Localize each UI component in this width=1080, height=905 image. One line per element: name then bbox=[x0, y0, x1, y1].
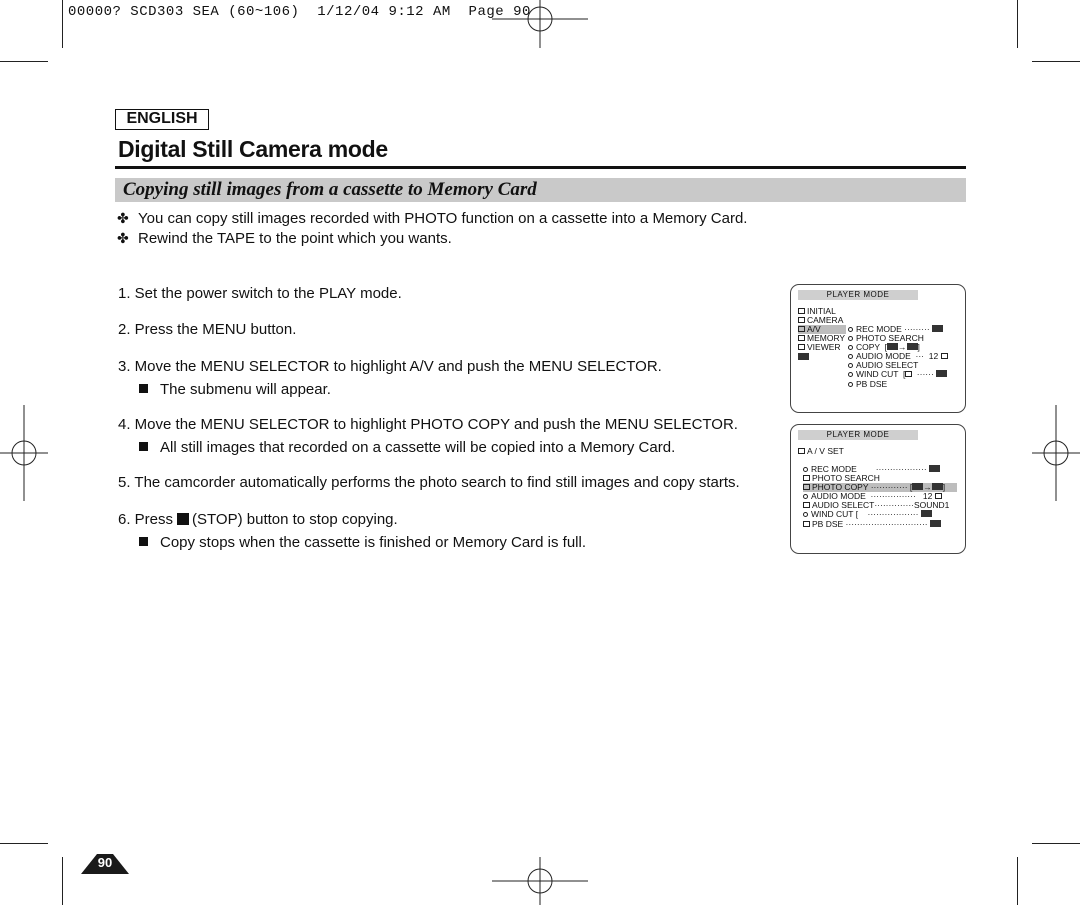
radio-icon bbox=[803, 467, 808, 472]
crop-mark bbox=[1032, 61, 1080, 62]
language-badge: ENGLISH bbox=[115, 109, 209, 130]
submenu-title: A / V SET bbox=[798, 447, 844, 456]
av-item-wind-cut: WIND CUT [ ·················· bbox=[803, 510, 932, 519]
bit-icon bbox=[935, 493, 942, 499]
cross-bullet-icon: ✤ bbox=[117, 210, 129, 226]
radio-icon bbox=[848, 363, 853, 368]
radio-icon bbox=[848, 336, 853, 341]
av-item-photo-search: PHOTO SEARCH bbox=[803, 474, 880, 483]
bullet-item: ✤ You can copy still images recorded with PHOTO function on a cassette into a Memory Card. bbox=[117, 210, 748, 227]
setting-icon bbox=[932, 325, 943, 332]
crop-mark bbox=[0, 61, 48, 62]
wind-icon bbox=[905, 371, 912, 377]
crop-mark bbox=[1017, 857, 1018, 905]
step-1: 1. Set the power switch to the PLAY mode. bbox=[118, 285, 402, 302]
square-bullet-icon bbox=[139, 442, 148, 451]
off-icon bbox=[936, 370, 947, 377]
menu-item-camera: CAMERA bbox=[798, 316, 843, 325]
step-4: 4. Move the MENU SELECTOR to highlight PHOTO COPY and push the MENU SELECTOR. bbox=[118, 416, 738, 433]
registration-mark-bottom bbox=[492, 857, 588, 905]
square-bullet-icon bbox=[139, 537, 148, 546]
memory-card-icon bbox=[932, 483, 943, 490]
submenu-audio-select: AUDIO SELECT bbox=[848, 361, 918, 370]
page-title: Digital Still Camera mode bbox=[118, 136, 388, 162]
page-number: 90 bbox=[97, 855, 113, 870]
menu-screen-main bbox=[790, 284, 966, 413]
bullet-item: ✤ Rewind the TAPE to the point which you wants. bbox=[117, 230, 452, 247]
off-icon bbox=[930, 520, 941, 527]
step-3: 3. Move the MENU SELECTOR to highlight A/V and push the MENU SELECTOR. bbox=[118, 358, 662, 375]
step-4-note: All still images that recorded on a cassette will be copied into a Memory Card. bbox=[118, 439, 768, 457]
folder-icon bbox=[803, 475, 810, 481]
print-header: 00000? SCD303 SEA (60~106) 1/12/04 9:12 AM Page 90 bbox=[68, 4, 531, 20]
section-title: Copying still images from a cassette to Memory Card bbox=[123, 179, 537, 200]
radio-icon bbox=[803, 512, 808, 517]
folder-icon bbox=[798, 308, 805, 314]
menu-header: PLAYER MODE bbox=[798, 430, 918, 440]
title-rule bbox=[115, 166, 966, 169]
av-icon bbox=[798, 448, 805, 454]
radio-icon bbox=[848, 372, 853, 377]
step-3-note: The submenu will appear. bbox=[118, 381, 768, 399]
step-6-note: Copy stops when the cassette is finished or Memory Card is full. bbox=[118, 534, 768, 552]
av-icon bbox=[798, 326, 805, 332]
step-2: 2. Press the MENU button. bbox=[118, 321, 297, 338]
av-item-audio-select: AUDIO SELECT··············SOUND1 bbox=[803, 501, 949, 510]
radio-icon bbox=[848, 327, 853, 332]
menu-item-viewer: VIEWER bbox=[798, 343, 841, 352]
submenu-photo-search: PHOTO SEARCH bbox=[848, 334, 924, 343]
menu-return-icon bbox=[798, 353, 809, 362]
registration-mark-right bbox=[1032, 405, 1080, 501]
menu-screen-av-set bbox=[790, 424, 966, 554]
cross-bullet-icon: ✤ bbox=[117, 230, 129, 246]
submenu-audio-mode: AUDIO MODE ··· 12 bbox=[848, 352, 950, 361]
radio-icon bbox=[803, 494, 808, 499]
menu-item-av: A/V bbox=[798, 325, 846, 334]
camera-icon bbox=[798, 317, 805, 323]
crop-mark bbox=[62, 0, 63, 48]
menu-item-initial: INITIAL bbox=[798, 307, 836, 316]
av-item-audio-mode: AUDIO MODE ················ 12 bbox=[803, 492, 944, 501]
crop-mark bbox=[1017, 0, 1018, 48]
submenu-rec-mode: REC MODE ········· bbox=[848, 325, 943, 334]
memory-card-icon bbox=[907, 343, 918, 350]
submenu-pb-dse: PB DSE bbox=[848, 380, 887, 389]
av-item-photo-copy: PHOTO COPY ············· [ → ] bbox=[803, 483, 957, 492]
submenu-copy: COPY [ → ] bbox=[848, 343, 920, 352]
submenu-wind-cut: WIND CUT [ ······ bbox=[848, 370, 947, 379]
folder-icon bbox=[803, 484, 810, 490]
stop-icon bbox=[177, 513, 189, 525]
setting-icon bbox=[929, 465, 940, 472]
av-item-rec-mode: REC MODE ·················· bbox=[803, 465, 940, 474]
viewer-icon bbox=[798, 344, 805, 350]
radio-icon bbox=[848, 382, 853, 387]
menu-header: PLAYER MODE bbox=[798, 290, 918, 300]
square-bullet-icon bbox=[139, 384, 148, 393]
steps-list bbox=[118, 285, 768, 552]
av-item-pb-dse: PB DSE ····························· bbox=[803, 520, 941, 529]
crop-mark bbox=[0, 843, 48, 844]
tape-to-card-icon bbox=[887, 343, 898, 350]
step-5: 5. The camcorder automatically performs the photo search to find still images and copy starts. bbox=[118, 474, 740, 491]
registration-mark-top bbox=[492, 0, 588, 48]
crop-mark bbox=[62, 857, 63, 905]
crop-mark bbox=[1032, 843, 1080, 844]
folder-icon bbox=[803, 502, 810, 508]
menu-item-memory: MEMORY bbox=[798, 334, 845, 343]
step-6: 6. Press (STOP) button to stop copying. bbox=[118, 511, 398, 528]
tape-to-card-icon bbox=[912, 483, 923, 490]
off-icon bbox=[921, 510, 932, 517]
radio-icon bbox=[848, 354, 853, 359]
dse-icon bbox=[803, 521, 810, 527]
registration-mark-left bbox=[0, 405, 48, 501]
bit-icon bbox=[941, 353, 948, 359]
memory-icon bbox=[798, 335, 805, 341]
radio-icon bbox=[848, 345, 853, 350]
